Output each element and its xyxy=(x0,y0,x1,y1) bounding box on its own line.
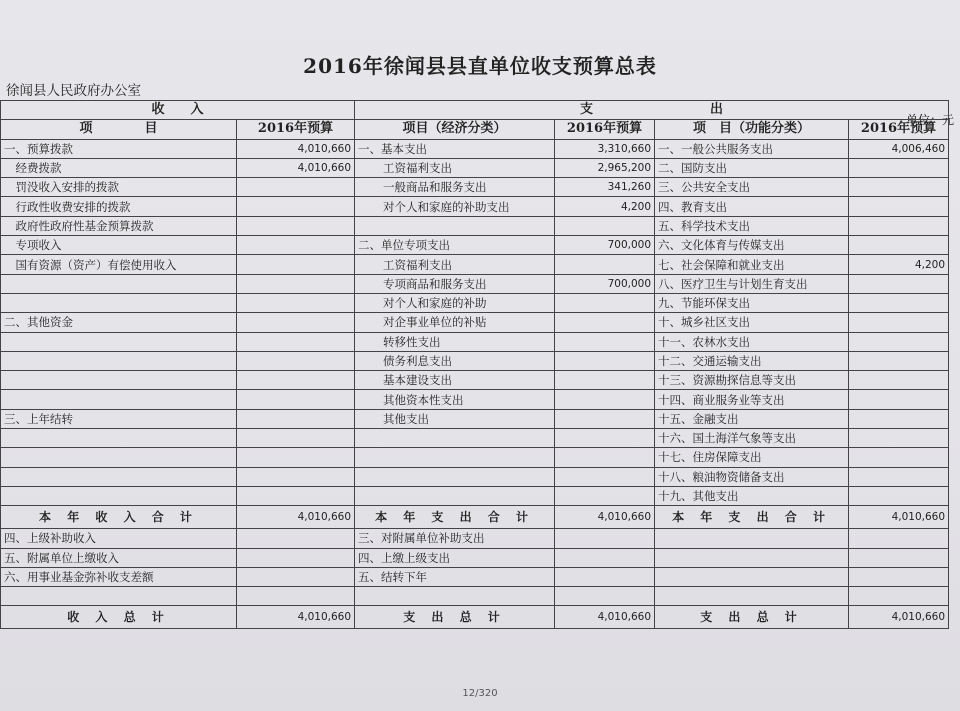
func-value: 4,200 xyxy=(849,255,949,274)
income-value xyxy=(237,351,355,370)
func-value xyxy=(849,467,949,486)
income-item xyxy=(1,429,237,448)
func-item: 一、一般公共服务支出 xyxy=(655,139,849,158)
econ-value xyxy=(555,216,655,235)
func-value xyxy=(849,332,949,351)
expense-year-total-value: 4,010,660 xyxy=(555,506,655,529)
econ-item: 工资福利支出 xyxy=(355,255,555,274)
income-value xyxy=(237,255,355,274)
func-value: 4,006,460 xyxy=(849,139,949,158)
func-value xyxy=(849,216,949,235)
income-value xyxy=(237,332,355,351)
table-row xyxy=(1,486,949,505)
table-row xyxy=(1,371,949,390)
income-value xyxy=(237,486,355,505)
income-value xyxy=(237,409,355,428)
econ-item xyxy=(355,429,555,448)
func-item: 十八、粮油物资储备支出 xyxy=(655,467,849,486)
income-item xyxy=(1,371,237,390)
func-item: 七、社会保障和就业支出 xyxy=(655,255,849,274)
econ-value: 341,260 xyxy=(555,178,655,197)
func-item-header: 项 目（功能分类） xyxy=(655,120,849,139)
func-value xyxy=(849,293,949,312)
func-value xyxy=(849,158,949,177)
func-item: 十九、其他支出 xyxy=(655,486,849,505)
func-value xyxy=(849,274,949,293)
econ-value xyxy=(555,293,655,312)
econ-value: 4,200 xyxy=(555,197,655,216)
econ-value xyxy=(555,587,655,606)
econ-item: 四、上缴上级支出 xyxy=(355,548,555,567)
income-value xyxy=(237,390,355,409)
income-item xyxy=(1,351,237,370)
func-value xyxy=(849,548,949,567)
econ-item xyxy=(355,216,555,235)
income-item: 政府性政府性基金预算拨款 xyxy=(1,216,237,235)
func-item: 二、国防支出 xyxy=(655,158,849,177)
income-year-total-value: 4,010,660 xyxy=(237,506,355,529)
econ-budget-header: 2016年预算 xyxy=(555,120,655,139)
income-value xyxy=(237,371,355,390)
func-grand-total-value: 4,010,660 xyxy=(849,606,949,629)
income-value xyxy=(237,236,355,255)
econ-item: 债务利息支出 xyxy=(355,351,555,370)
func-value xyxy=(849,587,949,606)
econ-value xyxy=(555,529,655,548)
func-value xyxy=(849,390,949,409)
income-budget-header: 2016年预算 xyxy=(237,120,355,139)
econ-item: 对个人和家庭的补助 xyxy=(355,293,555,312)
income-item: 经费拨款 xyxy=(1,158,237,177)
func-item xyxy=(655,529,849,548)
table-row xyxy=(1,529,949,548)
income-item: 四、上级补助收入 xyxy=(1,529,237,548)
income-item: 二、其他资金 xyxy=(1,313,237,332)
econ-item: 其他支出 xyxy=(355,409,555,428)
table-row xyxy=(1,506,949,529)
func-item: 十七、住房保障支出 xyxy=(655,448,849,467)
func-item: 五、科学技术支出 xyxy=(655,216,849,235)
econ-item: 对个人和家庭的补助支出 xyxy=(355,197,555,216)
income-value: 4,010,660 xyxy=(237,139,355,158)
income-item: 专项收入 xyxy=(1,236,237,255)
func-item: 六、文化体育与传媒支出 xyxy=(655,236,849,255)
econ-item: 二、单位专项支出 xyxy=(355,236,555,255)
table-row xyxy=(1,409,949,428)
econ-value xyxy=(555,255,655,274)
income-value xyxy=(237,274,355,293)
econ-item xyxy=(355,587,555,606)
income-grand-total-label: 收 入 总 计 xyxy=(1,606,237,629)
table-row xyxy=(1,293,949,312)
income-item: 三、上年结转 xyxy=(1,409,237,428)
func-budget-header: 2016年预算 xyxy=(849,120,949,139)
econ-item xyxy=(355,486,555,505)
func-value xyxy=(849,371,949,390)
income-item xyxy=(1,390,237,409)
table-row xyxy=(1,332,949,351)
department-name: 徐闻县人民政府办公室 xyxy=(6,83,141,99)
page-title: 2016年徐闻县县直单位收支预算总表 xyxy=(303,54,657,78)
econ-item: 一般商品和服务支出 xyxy=(355,178,555,197)
income-value xyxy=(237,529,355,548)
econ-item: 转移性支出 xyxy=(355,332,555,351)
econ-item: 对企事业单位的补贴 xyxy=(355,313,555,332)
table-row xyxy=(1,587,949,606)
func-value xyxy=(849,567,949,586)
table-row xyxy=(1,178,949,197)
econ-item: 专项商品和服务支出 xyxy=(355,274,555,293)
econ-value xyxy=(555,351,655,370)
func-item xyxy=(655,567,849,586)
income-item xyxy=(1,274,237,293)
income-value xyxy=(237,313,355,332)
func-item: 九、节能环保支出 xyxy=(655,293,849,312)
table-row xyxy=(1,197,949,216)
func-value xyxy=(849,197,949,216)
expense-grand-total-value: 4,010,660 xyxy=(555,606,655,629)
func-value xyxy=(849,351,949,370)
page-number: 12/320 xyxy=(462,688,498,699)
econ-item: 一、基本支出 xyxy=(355,139,555,158)
func-item: 十六、国土海洋气象等支出 xyxy=(655,429,849,448)
income-value xyxy=(237,293,355,312)
econ-value: 3,310,660 xyxy=(555,139,655,158)
unit-label: 单位：元 xyxy=(905,113,954,127)
func-value xyxy=(849,178,949,197)
func-item: 十、城乡社区支出 xyxy=(655,313,849,332)
econ-value xyxy=(555,486,655,505)
budget-table xyxy=(0,100,949,629)
income-grand-total-value: 4,010,660 xyxy=(237,606,355,629)
econ-value xyxy=(555,409,655,428)
income-item xyxy=(1,448,237,467)
econ-value xyxy=(555,448,655,467)
func-value xyxy=(849,448,949,467)
func-item: 十一、农林水支出 xyxy=(655,332,849,351)
income-value xyxy=(237,178,355,197)
econ-item: 其他资本性支出 xyxy=(355,390,555,409)
table-row xyxy=(1,120,949,139)
func-item: 十三、资源勘探信息等支出 xyxy=(655,371,849,390)
income-value xyxy=(237,567,355,586)
income-item xyxy=(1,486,237,505)
table-row xyxy=(1,448,949,467)
econ-item: 基本建设支出 xyxy=(355,371,555,390)
table-row xyxy=(1,467,949,486)
econ-value xyxy=(555,390,655,409)
func-item: 八、医疗卫生与计划生育支出 xyxy=(655,274,849,293)
table-row xyxy=(1,236,949,255)
econ-value: 700,000 xyxy=(555,236,655,255)
income-item xyxy=(1,293,237,312)
table-row xyxy=(1,313,949,332)
func-item xyxy=(655,548,849,567)
econ-value xyxy=(555,313,655,332)
econ-item: 工资福利支出 xyxy=(355,158,555,177)
econ-value: 2,965,200 xyxy=(555,158,655,177)
income-value xyxy=(237,587,355,606)
table-row xyxy=(1,429,949,448)
income-item-header: 项 目 xyxy=(1,120,237,139)
func-value xyxy=(849,313,949,332)
income-value: 4,010,660 xyxy=(237,158,355,177)
func-year-total-label: 本 年 支 出 合 计 xyxy=(655,506,849,529)
table-row xyxy=(1,255,949,274)
income-item: 罚没收入安排的拨款 xyxy=(1,178,237,197)
table-row xyxy=(1,274,949,293)
econ-value: 700,000 xyxy=(555,274,655,293)
table-row xyxy=(1,216,949,235)
func-item: 十四、商业服务业等支出 xyxy=(655,390,849,409)
econ-item-header: 项目（经济分类） xyxy=(355,120,555,139)
income-item: 六、用事业基金弥补收支差额 xyxy=(1,567,237,586)
income-item xyxy=(1,332,237,351)
income-item: 国有资源（资产）有偿使用收入 xyxy=(1,255,237,274)
func-value xyxy=(849,486,949,505)
income-value xyxy=(237,429,355,448)
econ-item xyxy=(355,448,555,467)
econ-value xyxy=(555,567,655,586)
econ-value xyxy=(555,332,655,351)
income-value xyxy=(237,216,355,235)
table-row xyxy=(1,606,949,629)
income-header: 收 入 xyxy=(1,101,355,120)
income-value xyxy=(237,197,355,216)
func-item: 十五、金融支出 xyxy=(655,409,849,428)
income-year-total-label: 本 年 收 入 合 计 xyxy=(1,506,237,529)
income-item: 一、预算拨款 xyxy=(1,139,237,158)
income-item xyxy=(1,587,237,606)
func-year-total-value: 4,010,660 xyxy=(849,506,949,529)
table-row xyxy=(1,139,949,158)
func-item: 十二、交通运输支出 xyxy=(655,351,849,370)
func-value xyxy=(849,429,949,448)
table-row xyxy=(1,101,949,120)
func-value xyxy=(849,529,949,548)
income-item xyxy=(1,467,237,486)
expense-grand-total-label: 支 出 总 计 xyxy=(355,606,555,629)
econ-value xyxy=(555,548,655,567)
econ-value xyxy=(555,467,655,486)
func-value xyxy=(849,236,949,255)
income-item: 五、附属单位上缴收入 xyxy=(1,548,237,567)
func-grand-total-label: 支 出 总 计 xyxy=(655,606,849,629)
income-value xyxy=(237,448,355,467)
table-row xyxy=(1,390,949,409)
table-row xyxy=(1,567,949,586)
econ-value xyxy=(555,429,655,448)
table-row xyxy=(1,548,949,567)
econ-item: 三、对附属单位补助支出 xyxy=(355,529,555,548)
func-item xyxy=(655,587,849,606)
econ-item: 五、结转下年 xyxy=(355,567,555,586)
econ-item xyxy=(355,467,555,486)
func-item: 三、公共安全支出 xyxy=(655,178,849,197)
func-item: 四、教育支出 xyxy=(655,197,849,216)
expense-year-total-label: 本 年 支 出 合 计 xyxy=(355,506,555,529)
expense-header: 支 出 xyxy=(355,101,949,120)
income-value xyxy=(237,548,355,567)
func-value xyxy=(849,409,949,428)
income-value xyxy=(237,467,355,486)
econ-value xyxy=(555,371,655,390)
income-item: 行政性收费安排的拨款 xyxy=(1,197,237,216)
table-row xyxy=(1,158,949,177)
table-row xyxy=(1,351,949,370)
